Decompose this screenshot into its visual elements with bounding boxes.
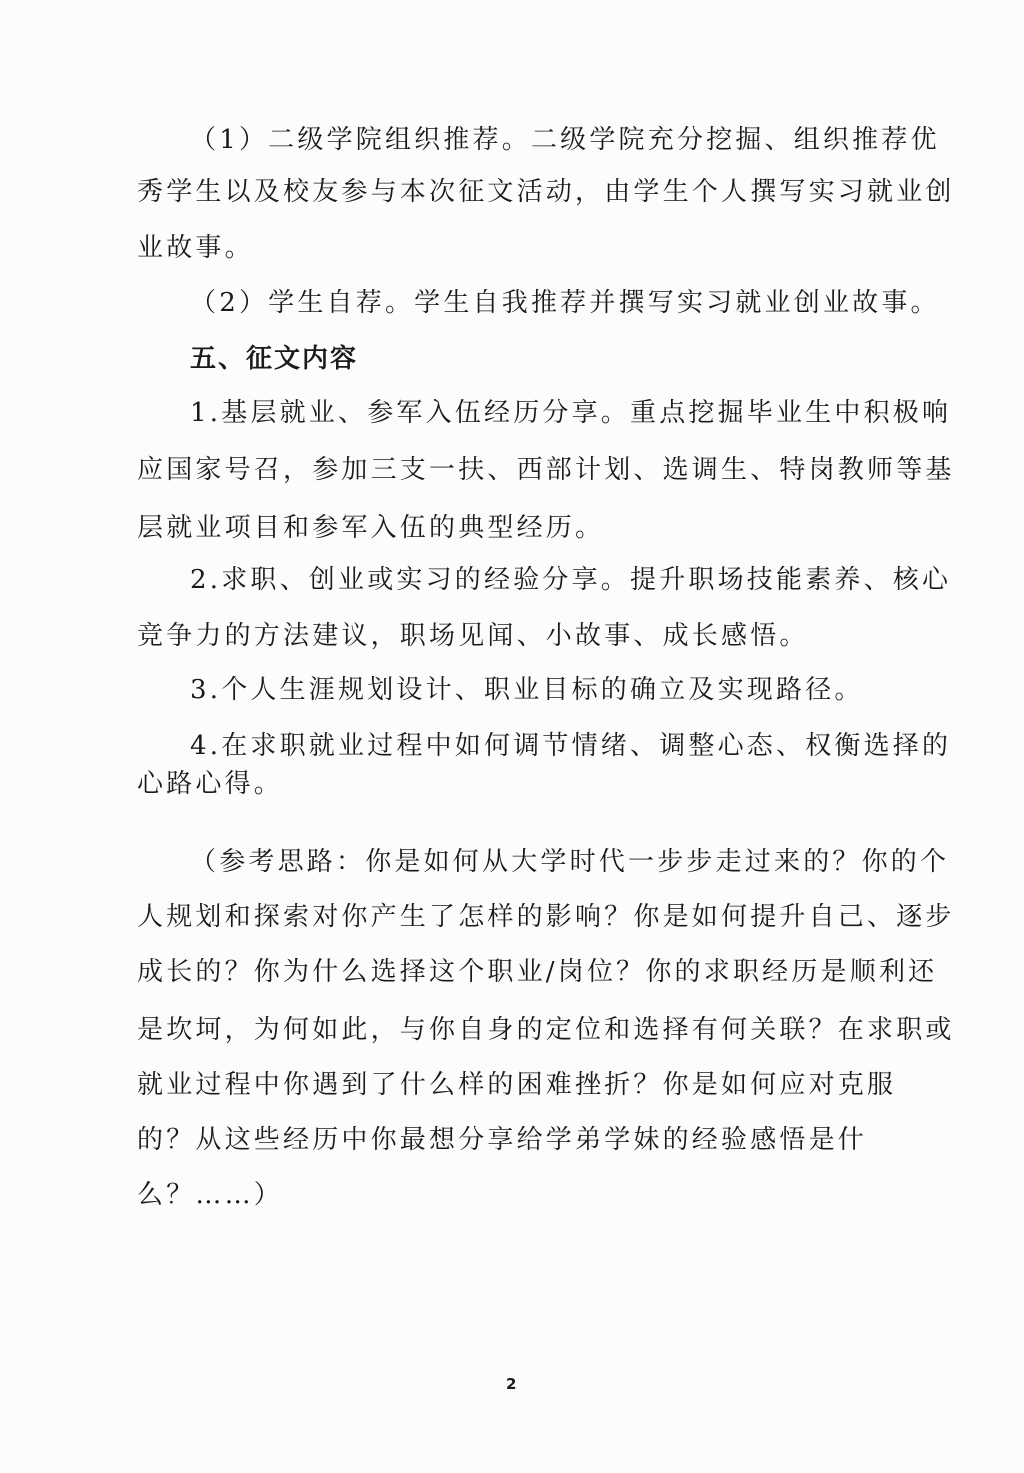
item-2-line-2: 竞争力的方法建议，职场见闻、小故事、成长感悟。 xyxy=(137,621,809,651)
reference-line-1: （参考思路：你是如何从大学时代一步步走过来的？你的个 xyxy=(190,847,950,877)
item-4-line-1: 4.在求职就业过程中如何调节情绪、调整心态、权衡选择的 xyxy=(190,731,952,761)
item-1-line-3: 层就业项目和参军入伍的典型经历。 xyxy=(137,513,605,543)
reference-line-5: 就业过程中你遇到了什么样的困难挫折？你是如何应对克服 xyxy=(137,1070,897,1100)
item-1-line-1: 1.基层就业、参军入伍经历分享。重点挖掘毕业生中积极响 xyxy=(190,398,952,428)
reference-line-3: 成长的？你为什么选择这个职业/岗位？你的求职经历是顺利还 xyxy=(137,957,938,987)
paragraph-recommend-college-line-3: 业故事。 xyxy=(137,233,254,263)
reference-line-6: 的？从这些经历中你最想分享给学弟学妹的经验感悟是什 xyxy=(137,1125,868,1155)
item-2-line-1: 2.求职、创业或实习的经验分享。提升职场技能素养、核心 xyxy=(190,565,952,595)
page-number: 2 xyxy=(506,1375,517,1393)
reference-line-4: 是坎坷，为何如此，与你自身的定位和选择有何关联？在求职或 xyxy=(137,1015,955,1045)
item-1-line-2: 应国家号召，参加三支一扶、西部计划、选调生、特岗教师等基 xyxy=(137,455,955,485)
paragraph-recommend-college-line-2: 秀学生以及校友参与本次征文活动，由学生个人撰写实习就业创 xyxy=(137,177,955,207)
paragraph-recommend-self: （2）学生自荐。学生自我推荐并撰写实习就业创业故事。 xyxy=(190,288,940,318)
section-heading: 五、征文内容 xyxy=(190,344,359,374)
reference-line-2: 人规划和探索对你产生了怎样的影响？你是如何提升自己、逐步 xyxy=(137,902,955,932)
item-3: 3.个人生涯规划设计、职业目标的确立及实现路径。 xyxy=(190,675,864,705)
item-4-line-2: 心路心得。 xyxy=(137,769,284,799)
reference-line-7: 么？……） xyxy=(137,1180,284,1210)
paragraph-recommend-college-line-1: （1）二级学院组织推荐。二级学院充分挖掘、组织推荐优 xyxy=(190,125,940,155)
